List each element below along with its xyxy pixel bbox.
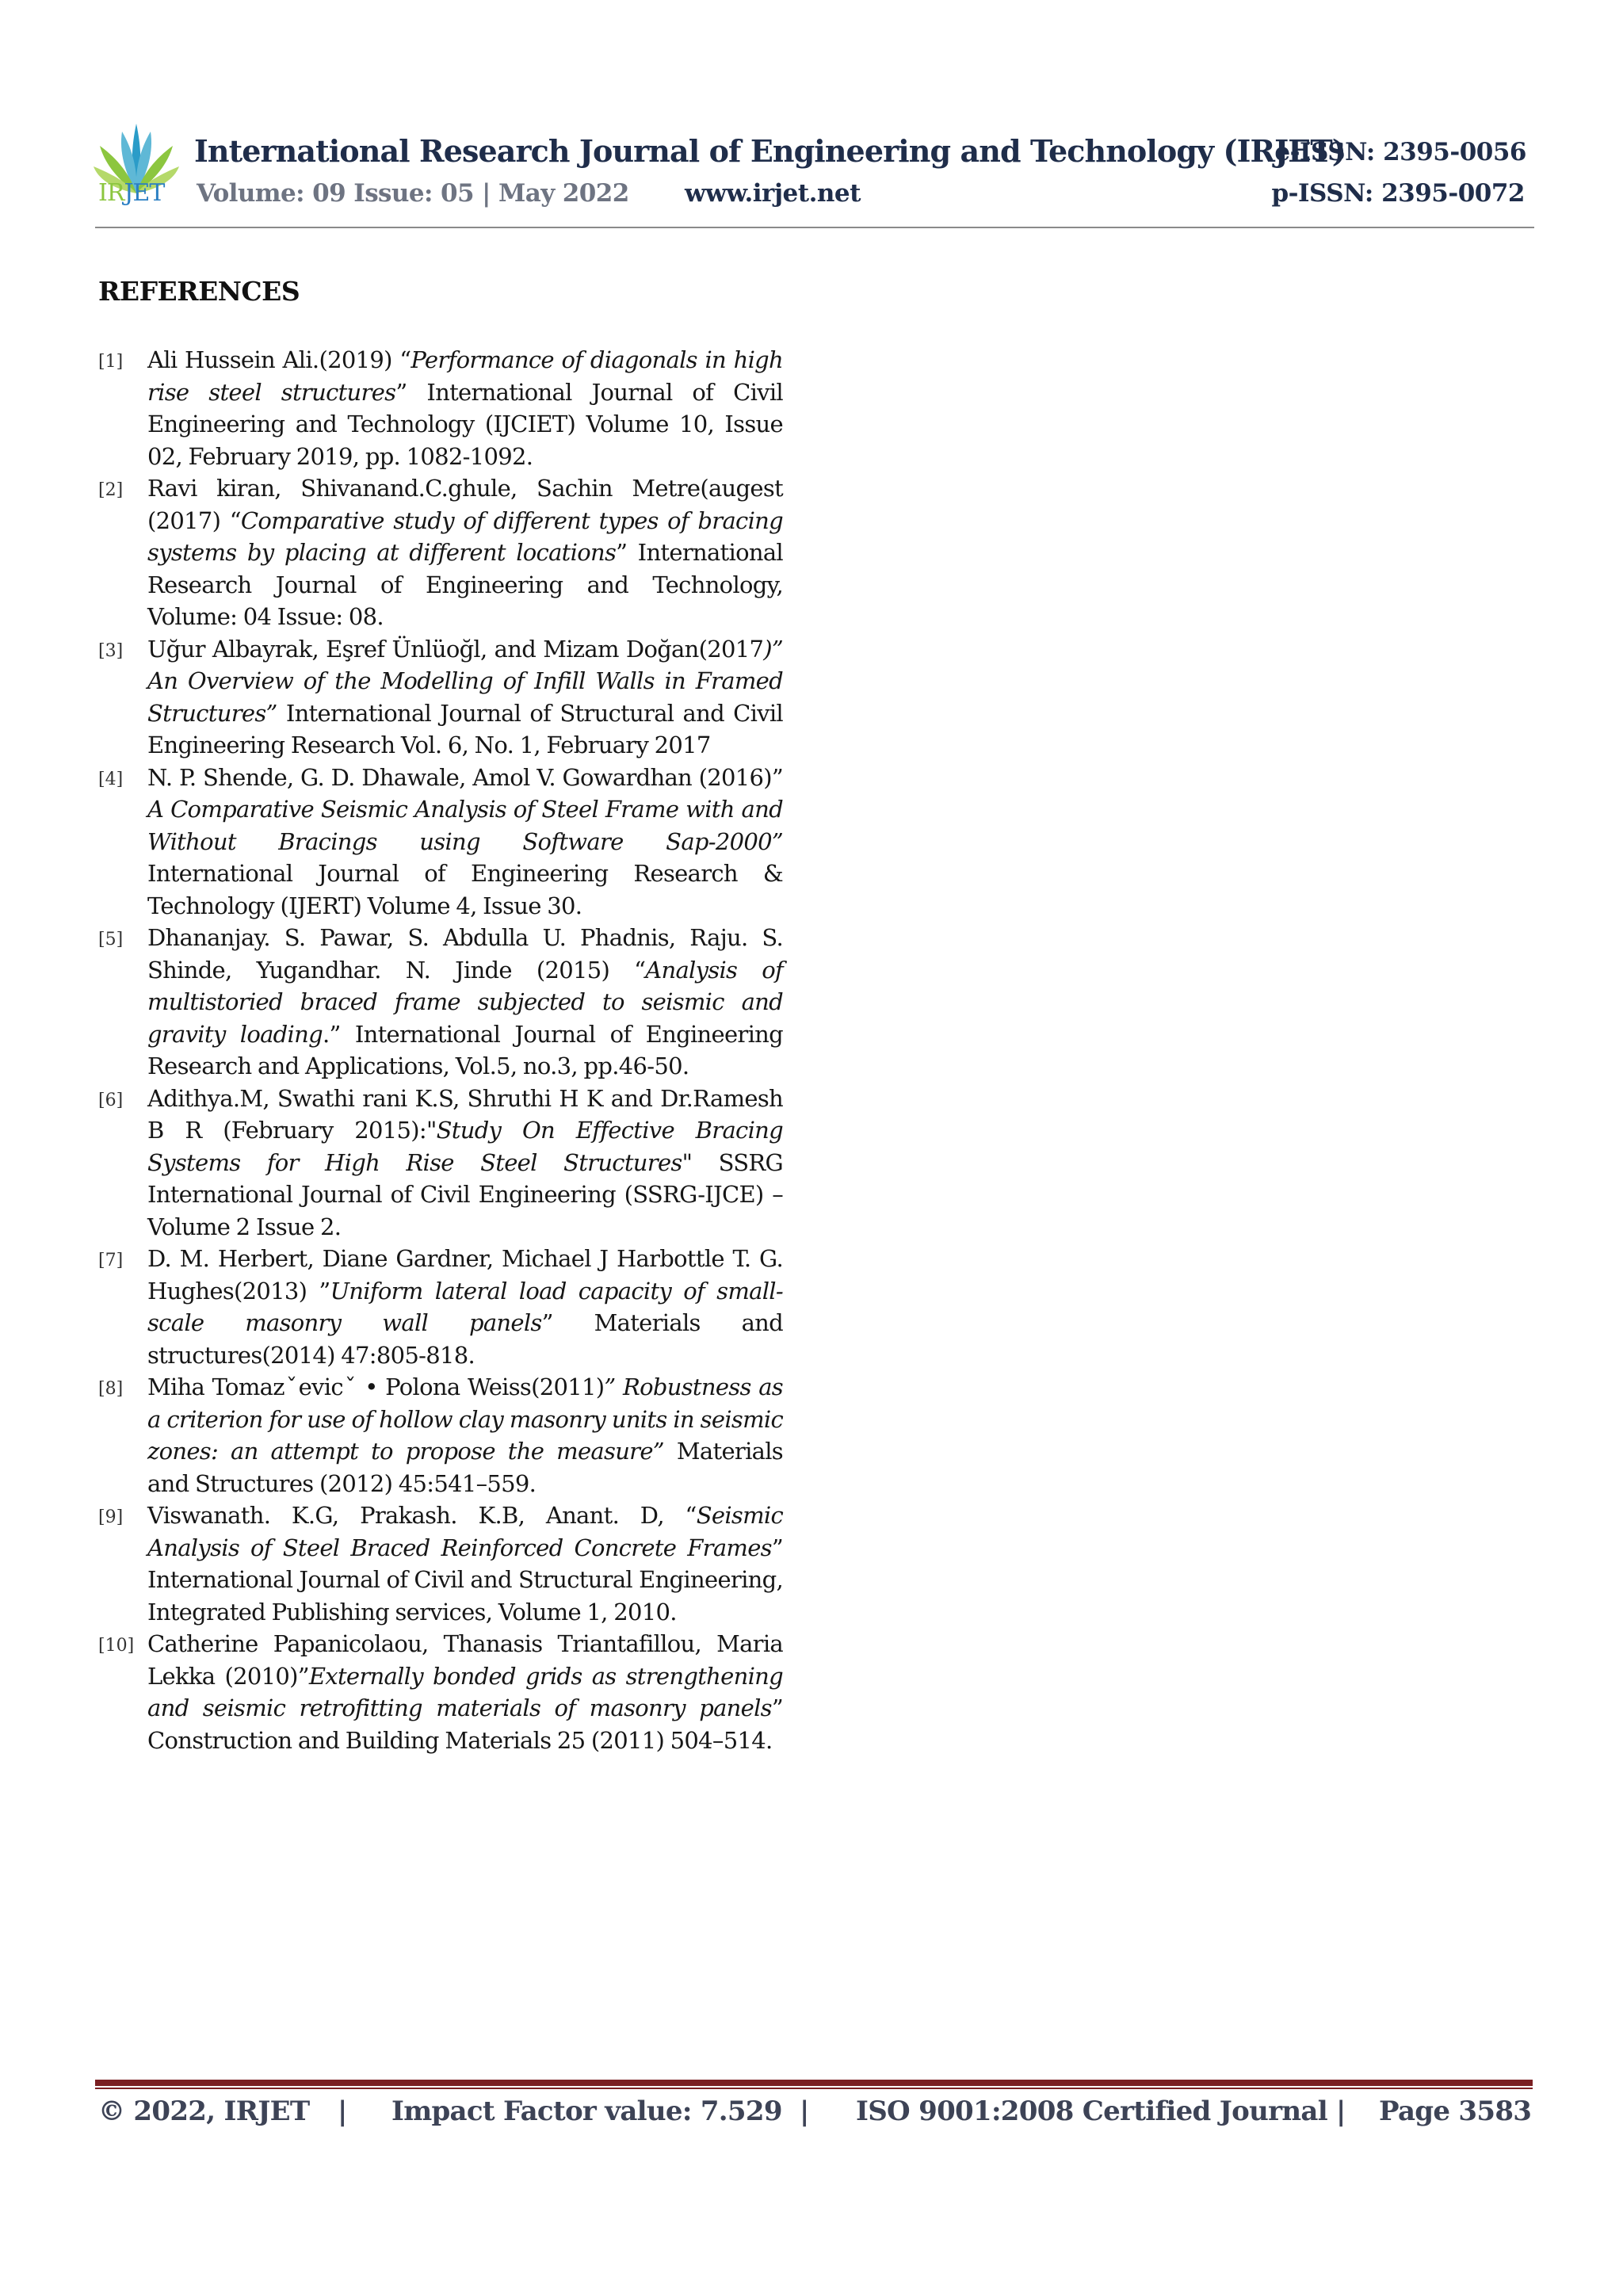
footer-iso: ISO 9001:2008 Certified Journal [856, 2095, 1327, 2127]
p-issn: p-ISSN: 2395-0072 [1271, 179, 1525, 208]
reference-text: Miha Tomazˇevicˇ • Polona Weiss(2011)” Robustness as a criterion for use of hollow clay masonry units in seismic zones: an attempt to propose the measure” Materials and Structures (2012) 45:541–559. [147, 1373, 783, 1497]
section-heading: REFERENCES [98, 276, 300, 307]
footer-separator: | [800, 2095, 809, 2127]
reference-item [98, 633, 783, 762]
reference-title: Uniform lateral load capacity of small-scale masonry wall panels [147, 1277, 783, 1336]
footer-divider-thin [95, 2088, 1533, 2089]
reference-number: [1] [98, 352, 124, 372]
reference-text: Viswanath. K.G, Prakash. K.B, Anant. D, “Seismic Analysis of Steel Braced Reinforced Concrete Frames” International Journal of Civil and Structural Engineering, Integrated Publishing services, Volume 1, 2010. [147, 1502, 783, 1626]
reference-number: [9] [98, 1507, 124, 1527]
reference-title: Comparative study of different types of bracing systems by placing at different locations [147, 506, 784, 566]
reference-text: Uğur Albayrak, Eşref Ünlüoğl, and Mizam Doğan(2017)” An Overview of the Modelling of Infill Walls in Framed Structures” International Journal of Structural and Civil Engineering Research Vol. 6, No. 1, February 2017 [147, 635, 783, 758]
footer-copyright: © 2022, IRJET [98, 2095, 310, 2127]
reference-number: [8] [98, 1379, 124, 1399]
footer-page-number: Page 3583 [1379, 2095, 1532, 2127]
journal-title: International Research Journal of Engineering and Technology (IRJET) [194, 133, 1346, 169]
reference-title: )” An Overview of the Modelling of Infill Walls in Framed Structures” [147, 635, 783, 727]
reference-title: A Comparative Seismic Analysis of Steel Frame with and Without Bracings using Software Sap-2000” [147, 796, 783, 855]
footer-separator: | [338, 2095, 347, 2127]
reference-text: D. M. Herbert, Diane Gardner, Michael J Harbottle T. G. Hughes(2013) ”Uniform lateral load capacity of small-scale masonry wall panels” Materials and structures(2014) 47:805-818. [147, 1245, 783, 1369]
reference-number: [5] [98, 930, 124, 949]
reference-text: N. P. Shende, G. D. Dhawale, Amol V. Gowardhan (2016)” A Comparative Seismic Analysis of Steel Frame with and Without Bracings using Software Sap-2000” International Journal of Engineering Research & Technology (IJERT) Volume 4, Issue 30. [147, 763, 783, 919]
header-divider [95, 227, 1534, 228]
reference-item [98, 1371, 783, 1499]
reference-number: [2] [98, 480, 124, 500]
reference-number: [10] [98, 1636, 135, 1656]
reference-text: Ali Hussein Ali.(2019) “Performance of diagonals in high rise steel structures” International Journal of Civil Engineering and Technology (IJCIET) Volume 10, Issue 02, February 2019, pp. 1082-1092. [147, 346, 783, 470]
website-link[interactable]: www.irjet.net [685, 179, 861, 208]
page-footer [98, 2095, 1533, 2135]
reference-text: Ravi kiran, Shivanand.C.ghule, Sachin Metre(augest (2017) “Comparative study of different types of bracing systems by placing at different locations” International Research Journal of Engineering and Technology, Volume: 04 Issue: 08. [147, 475, 784, 630]
reference-title: ” Robustness as a criterion for use of hollow clay masonry units in seismic zones: an attempt to propose the measure” [147, 1373, 783, 1465]
reference-text: Dhananjay. S. Pawar, S. Abdulla U. Phadnis, Raju. S. Shinde, Yugandhar. N. Jinde (2015) “Analysis of multistoried braced frame subjected to seismic and gravity loading.” International Journal of Engineering Research and Applications, Vol.5, no.3, pp.46-50. [147, 924, 784, 1079]
logo-wordmark: IRJET [98, 179, 165, 207]
volume-info: Volume: 09 Issue: 05 | May 2022 [197, 179, 629, 208]
reference-number: [3] [98, 640, 124, 661]
reference-item [98, 1628, 783, 1756]
footer-impact-factor: Impact Factor value: 7.529 [391, 2095, 782, 2127]
reference-item [98, 922, 783, 1083]
reference-title: Externally bonded grids as strengthening and seismic retrofitting materials of masonry panels [147, 1662, 783, 1721]
reference-text: Catherine Papanicolaou, Thanasis Triantafillou, Maria Lekka (2010)”Externally bonded grids as strengthening and seismic retrofitting materials of masonry panels” Construction and Building Materials 25 (2011) 504–514. [147, 1630, 783, 1754]
reference-item [98, 1499, 783, 1628]
reference-item [98, 344, 783, 472]
reference-item [98, 762, 783, 923]
reference-number: [6] [98, 1090, 124, 1110]
reference-item [98, 472, 783, 633]
footer-separator: | [1336, 2095, 1346, 2127]
reference-number: [7] [98, 1251, 124, 1270]
reference-list [98, 344, 783, 1756]
footer-divider [95, 2080, 1533, 2086]
reference-number: [4] [98, 769, 124, 789]
reference-title: Seismic Analysis of Steel Braced Reinforced Concrete Frames [147, 1502, 783, 1561]
reference-title: Analysis of multistoried braced frame subjected to seismic and gravity loading [147, 956, 784, 1048]
reference-text: Adithya.M, Swathi rani K.S, Shruthi H K and Dr.Ramesh B R (February 2015):"Study On Effective Bracing Systems for High Rise Steel Structures" SSRG International Journal of Civil Engineering (SSRG-IJCE) – Volume 2 Issue 2. [147, 1084, 783, 1240]
reference-item [98, 1083, 783, 1244]
reference-title: Study On Effective Bracing Systems for High Rise Steel Structures [147, 1117, 783, 1176]
reference-item [98, 1243, 783, 1371]
e-issn: e-ISSN: 2395-0056 [1274, 138, 1526, 166]
reference-title: Performance of diagonals in high rise steel structures [147, 346, 783, 406]
